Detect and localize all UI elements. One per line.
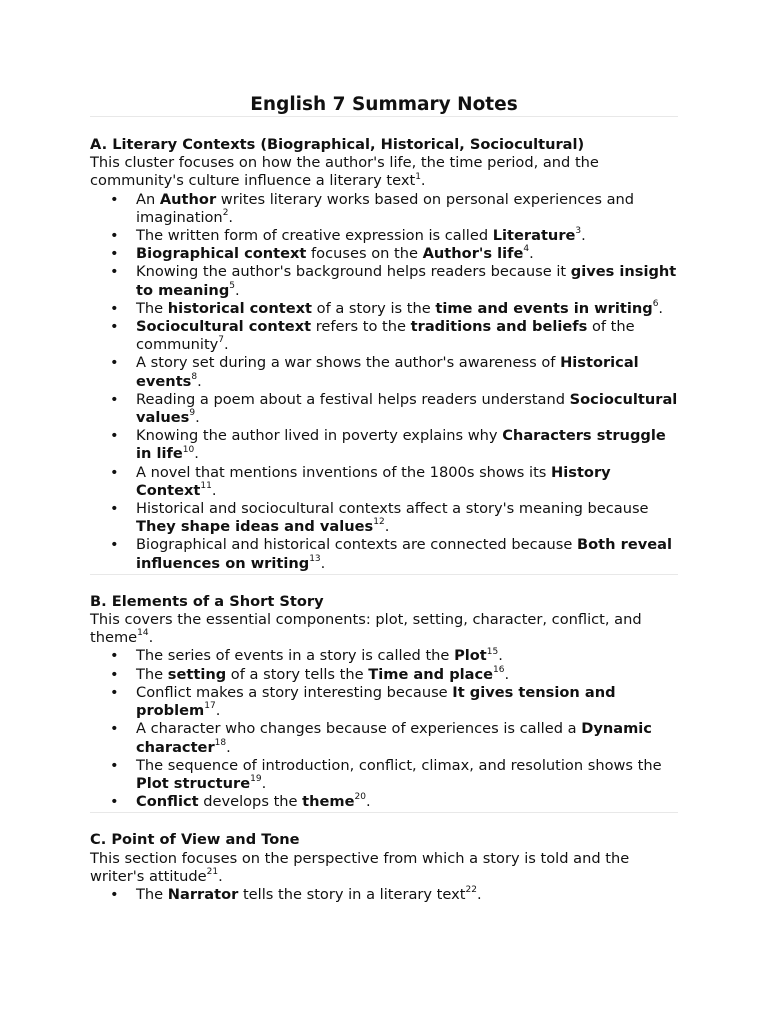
text-run: of a story is the [312, 299, 436, 317]
footnote-marker: 9 [189, 408, 196, 419]
text-run: . [581, 227, 586, 245]
footnote-marker: 21 [206, 866, 219, 877]
text-run: Knowing the author's background helps readers because it [136, 263, 571, 281]
list-item [90, 757, 678, 793]
text-run: of a story tells the [226, 665, 369, 683]
text-run: . [384, 518, 390, 536]
text-run: A novel that mentions inventions of the 1800s shows its [136, 463, 552, 481]
text-run: . [365, 793, 371, 811]
text-run: The series of events in a story is called the [136, 647, 455, 665]
text-run: . [498, 647, 503, 665]
bold-term: setting [167, 665, 227, 683]
footnote-marker: 7 [218, 335, 225, 346]
text-run: focuses on the [306, 245, 423, 263]
bullet-icon: • [110, 885, 119, 903]
text-run: . [529, 245, 534, 263]
footnote-marker: 12 [373, 517, 385, 528]
bold-term: Author [159, 190, 217, 208]
list-item [90, 536, 678, 572]
bullet-icon: • [110, 720, 119, 738]
text-run: . [195, 409, 200, 427]
list-item [90, 391, 678, 427]
list-item [90, 300, 678, 318]
footnote-marker: 2 [222, 207, 229, 218]
footnote-marker: 4 [523, 244, 530, 255]
bullet-icon: • [110, 463, 119, 481]
text-run: . [226, 738, 231, 756]
list-item [90, 263, 678, 299]
list-item [90, 191, 678, 227]
bullet-icon: • [110, 227, 119, 245]
footnote-marker: 6 [652, 298, 659, 309]
bullet-icon: • [110, 390, 119, 408]
list-item [90, 666, 678, 684]
bold-term: History Context [136, 463, 611, 499]
bullet-list [90, 191, 678, 573]
bold-term: Plot [454, 647, 487, 665]
text-run: A story set during a war shows the author's awareness of [136, 354, 561, 372]
text-run: . [420, 172, 426, 190]
bold-term: Plot structure [136, 774, 251, 792]
list-item [90, 354, 678, 390]
bullet-icon: • [110, 354, 119, 372]
text-run: Reading a poem about a festival helps readers understand [136, 390, 570, 408]
text-run: . [504, 665, 510, 683]
bullet-icon: • [110, 500, 119, 518]
document-page [90, 94, 678, 904]
text-run: . [215, 702, 221, 720]
list-item [90, 464, 678, 500]
bold-term: Sociocultural context [136, 318, 312, 336]
bullet-icon: • [110, 263, 119, 281]
footnote-marker: 13 [309, 553, 321, 564]
list-item [90, 793, 678, 811]
section-divider [90, 574, 678, 575]
document-title: English 7 Summary Notes [250, 94, 518, 115]
footnote-marker: 19 [250, 774, 262, 785]
text-run: . [320, 554, 326, 572]
bold-term: time and events in writing [435, 299, 653, 317]
text-run: The sequence of introduction, conflict, climax, and resolution shows the [136, 756, 662, 774]
text-run: . [228, 208, 234, 226]
text-run: The [136, 299, 168, 317]
footnote-marker: 22 [465, 885, 477, 896]
section-heading: B. Elements of a Short Story [90, 592, 324, 610]
bold-term: historical context [167, 299, 312, 317]
bullet-icon: • [110, 427, 119, 445]
text-run: . [658, 299, 664, 317]
text-run: This cluster focuses on how the author's life, the time period, and the community's culture influence a literary text [90, 154, 599, 190]
list-item [90, 227, 678, 245]
bullet-list [90, 886, 678, 904]
text-run: develops the [198, 793, 303, 811]
footnote-marker: 14 [137, 628, 149, 639]
bullet-icon: • [110, 793, 119, 811]
text-run: . [235, 281, 240, 299]
list-item [90, 318, 678, 354]
bullet-icon: • [110, 536, 119, 554]
footnote-marker: 5 [229, 280, 235, 291]
title-divider [90, 116, 678, 117]
text-run: . [197, 372, 202, 390]
bold-term: Both reveal influences on writing [136, 536, 672, 572]
bold-term: gives insight to meaning [136, 263, 677, 299]
footnote-marker: 15 [486, 646, 499, 657]
text-run: . [194, 445, 199, 463]
text-run: This covers the essential components: plot, setting, character, conflict, and theme [90, 611, 642, 647]
bullet-icon: • [110, 756, 119, 774]
text-run: writes literary works based on personal experiences and imagination [136, 190, 635, 226]
section [90, 593, 678, 813]
text-run: of the community [136, 318, 635, 354]
bold-term: It gives tension and problem [136, 683, 616, 720]
bold-term: traditions and beliefs [410, 318, 588, 336]
text-run: Conflict makes a story interesting because [136, 683, 453, 701]
section-heading: C. Point of View and Tone [90, 831, 300, 849]
text-run: A character who changes because of experiences is called a [136, 720, 582, 738]
text-run: . [224, 336, 229, 354]
list-item [90, 684, 678, 720]
list-item [90, 245, 678, 263]
footnote-marker: 8 [191, 371, 198, 382]
text-run: The [136, 665, 168, 683]
bullet-icon: • [110, 647, 119, 665]
section [90, 831, 678, 904]
bullet-icon: • [110, 665, 119, 683]
footnote-marker: 1 [415, 171, 421, 182]
list-item [90, 647, 678, 665]
bold-term: Characters struggle in life [136, 427, 666, 463]
bold-term: Conflict [136, 793, 199, 811]
bullet-icon: • [110, 299, 119, 317]
text-run: . [148, 629, 154, 647]
list-item [90, 720, 678, 756]
footnote-marker: 10 [182, 444, 195, 455]
bullet-icon: • [110, 245, 119, 263]
bold-term: Time and place [368, 665, 494, 683]
bold-term: Biographical context [136, 245, 307, 263]
text-run: This section focuses on the perspective from which a story is told and the writer's attitude [90, 849, 630, 885]
bold-term: Author's life [422, 245, 524, 263]
footnote-marker: 3 [575, 226, 582, 237]
section-heading: A. Literary Contexts (Biographical, Historical, Sociocultural) [90, 136, 585, 153]
text-run: . [211, 481, 217, 499]
text-run: An [136, 190, 160, 208]
bullet-icon: • [110, 190, 119, 208]
section-intro [90, 611, 678, 647]
sections-container [90, 136, 678, 904]
footnote-marker: 18 [214, 737, 227, 748]
text-run: The [136, 885, 168, 903]
section-divider [90, 812, 678, 813]
text-run: . [476, 885, 482, 903]
text-run: Historical and sociocultural contexts affect a story's meaning because [136, 500, 649, 518]
footnote-marker: 17 [204, 701, 216, 712]
bullet-icon: • [110, 683, 119, 701]
footnote-marker: 16 [493, 664, 505, 675]
bold-term: Literature [492, 227, 576, 245]
text-run: Biographical and historical contexts are connected because [136, 536, 578, 554]
bold-term: They shape ideas and values [136, 518, 374, 536]
footnote-marker: 20 [354, 792, 366, 803]
text-run: Knowing the author lived in poverty explains why [136, 427, 503, 445]
list-item [90, 886, 678, 904]
bullet-icon: • [110, 318, 119, 336]
text-run: . [218, 867, 223, 885]
text-run: The written form of creative expression is called [136, 227, 493, 245]
section-intro [90, 850, 678, 886]
section [90, 136, 678, 575]
footnote-marker: 11 [200, 481, 212, 491]
list-item [90, 500, 678, 536]
bold-term: Historical events [136, 354, 639, 390]
bold-term: theme [302, 793, 355, 811]
bold-term: Dynamic character [136, 720, 652, 756]
text-run: tells the story in a literary text [238, 885, 466, 903]
list-item [90, 427, 678, 463]
section-intro [90, 154, 678, 190]
bullet-list [90, 647, 678, 811]
text-run: refers to the [311, 318, 411, 336]
text-run: . [261, 774, 267, 792]
bold-term: Narrator [167, 885, 239, 903]
bold-term: Sociocultural values [136, 390, 678, 427]
